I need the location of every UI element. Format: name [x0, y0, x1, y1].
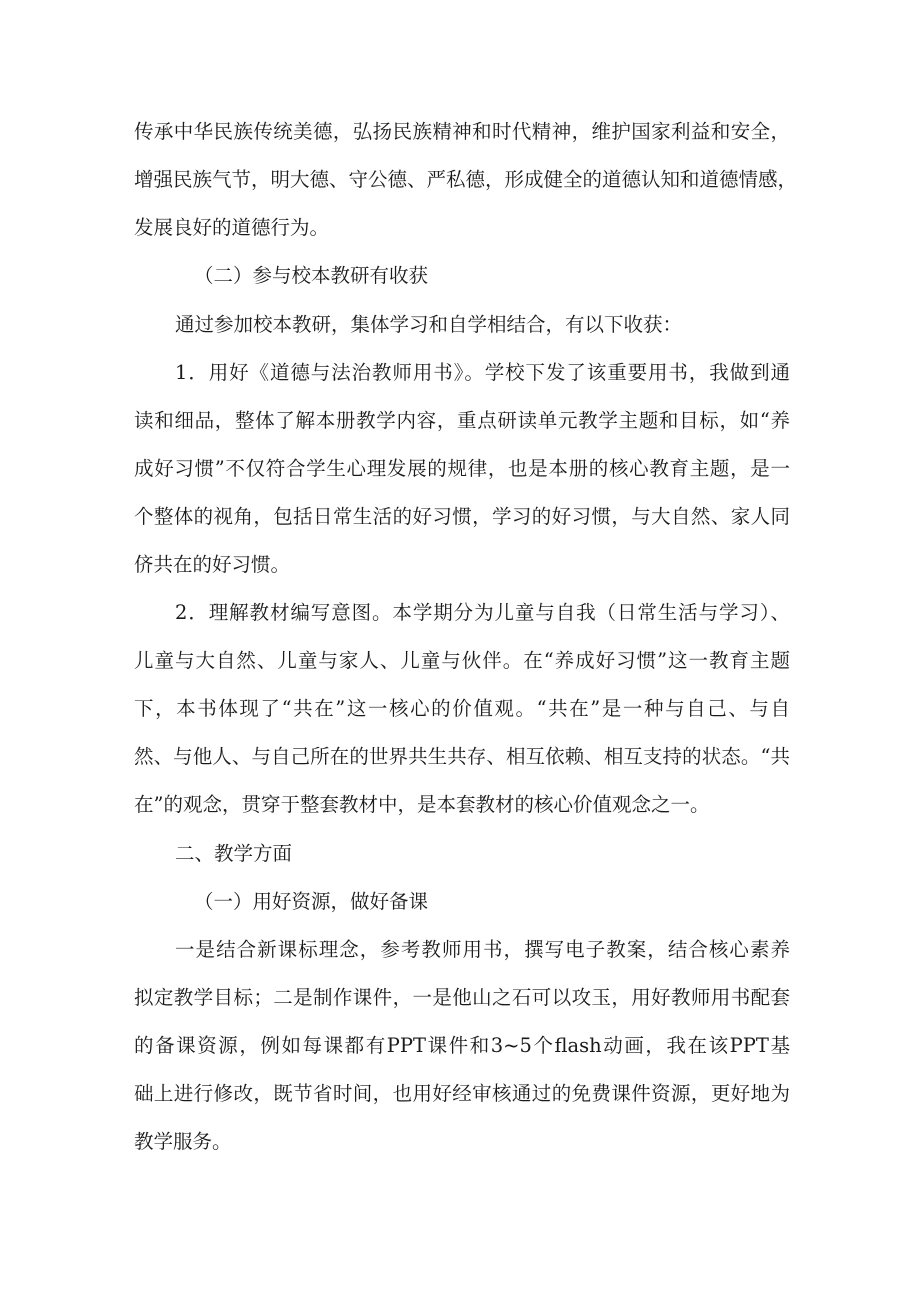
text-line: 侪共在的好习惯。 — [134, 553, 291, 576]
text-line: 一是结合新课标理念，参考教师用书，撰写电子教案，结合核心素养 — [175, 938, 790, 961]
text-line: 下，本书体现了“共在”这一核心的价值观。“共在”是一种与自己、与自 — [134, 697, 790, 720]
text-line: 传承中华民族传统美德，弘扬民族精神和时代精神，维护国家利益和安全， — [134, 120, 790, 143]
paragraph-line: 通过参加校本教研，集体学习和自学相结合，有以下收获： — [175, 313, 683, 336]
text-line: 发展良好的道德行为。 — [134, 216, 330, 239]
text-line: 的备课资源，例如每课都有PPT课件和3~5个flash动画，我在该PPT基 — [134, 1034, 790, 1057]
text-line: 然、与他人、与自己所在的世界共生共存、相互依赖、相互支持的状态。“共 — [134, 745, 790, 768]
text-line: 拟定教学目标；二是制作课件，一是他山之石可以攻玉，用好教师用书配套 — [134, 986, 790, 1009]
text-line: 个整体的视角，包括日常生活的好习惯，学习的好习惯，与大自然、家人同 — [134, 505, 790, 528]
text-line: 教学服务。 — [134, 1130, 232, 1153]
subsection-heading: （一）用好资源，做好备课 — [194, 890, 429, 913]
section-heading: 二、教学方面 — [175, 842, 293, 865]
text-line: 础上进行修改，既节省时间，也用好经审核通过的免费课件资源，更好地为 — [134, 1082, 790, 1105]
text-line: 增强民族气节，明大德、守公德、严私德，形成健全的道德认知和道德情感， — [134, 168, 798, 191]
text-line: 成好习惯”不仅符合学生心理发展的规律，也是本册的核心教育主题，是一 — [134, 457, 790, 480]
text-line: 2．理解教材编写意图。本学期分为儿童与自我（日常生活与学习）、 — [175, 601, 790, 624]
text-line: 儿童与大自然、儿童与家人、儿童与伙伴。在“养成好习惯”这一教育主题 — [134, 649, 790, 672]
text-line: 在”的观念，贯穿于整套教材中，是本套教材的核心价值观念之一。 — [134, 793, 710, 816]
text-line: 1．用好《道德与法治教师用书》。学校下发了该重要用书，我做到通 — [175, 361, 790, 384]
text-line: 读和细品，整体了解本册教学内容，重点研读单元教学主题和目标，如“养 — [134, 409, 790, 432]
section-heading: （二）参与校本教研有收获 — [194, 264, 429, 287]
